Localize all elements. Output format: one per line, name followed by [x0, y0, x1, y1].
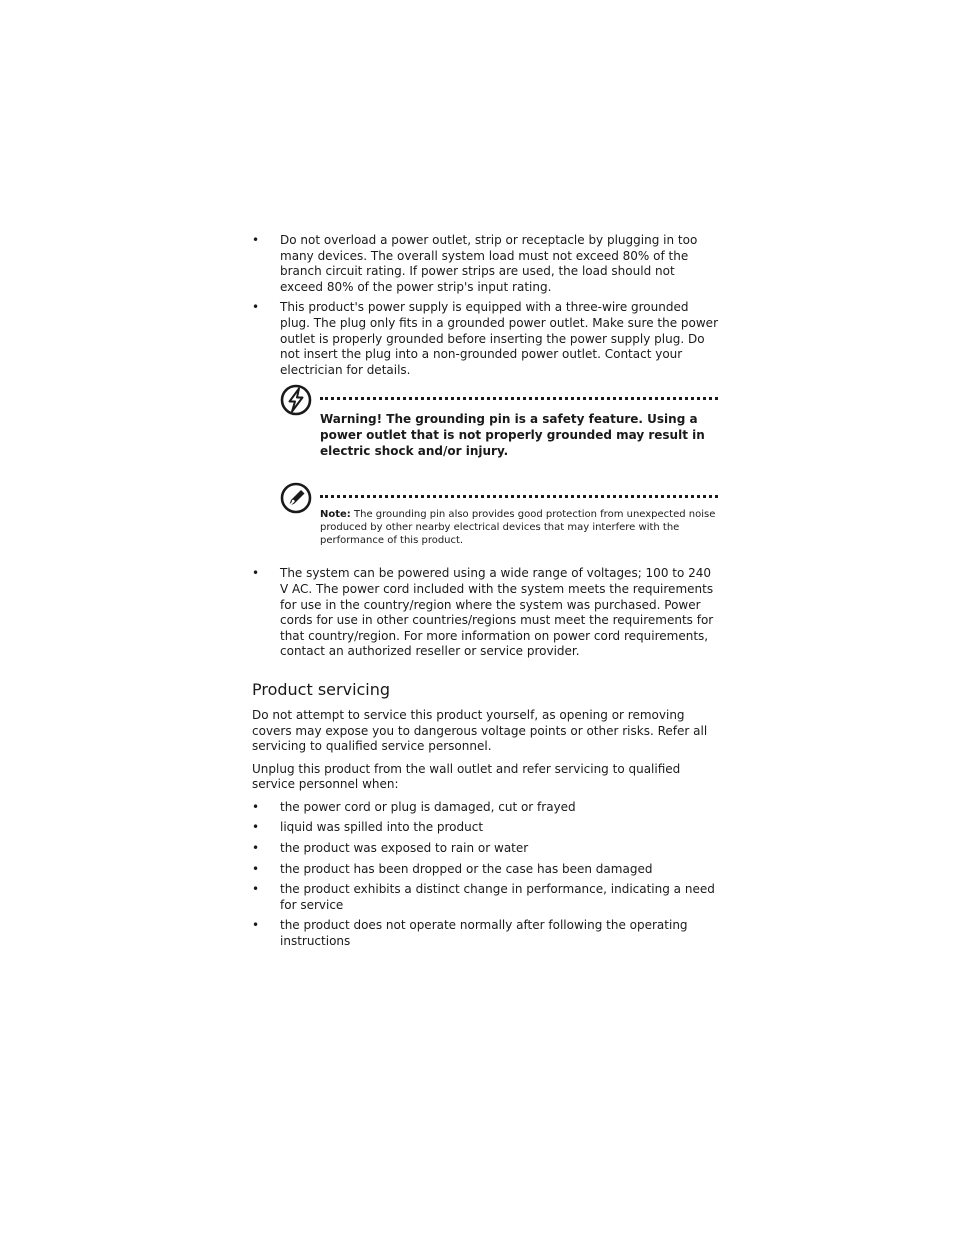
list-item — [252, 862, 718, 878]
paragraph: Do not attempt to service this product yourself, as opening or removing covers may expose you to dangerous voltage points or other risks. Refer all servicing to qualified service personnel. — [252, 707, 708, 754]
bullet-text: The system can be powered using a wide range of voltages; 100 to 240 V AC. The power cord included with the system meets the requirements for use in the country/region where the system was purchased. Power cords for use in other countries/regions must meet the requirements for that country/region. For more information on power cord requirements, contact an authorized reseller or service provider. — [280, 566, 714, 659]
warning-callout — [280, 384, 718, 476]
bullet-glyph: • — [252, 799, 260, 814]
bullet-glyph: • — [252, 882, 260, 897]
bullet-glyph: • — [252, 841, 260, 856]
bullet-text: the product exhibits a distinct change in performance, indicating a need for service — [280, 882, 715, 912]
bullet-text: the power cord or plug is damaged, cut or frayed — [280, 799, 576, 814]
note-label: Note: — [320, 509, 351, 521]
list-item — [252, 800, 718, 816]
bullet-text: Do not overload a power outlet, strip or receptacle by plugging in too many devices. The overall system load must not exceed 80% of the branch circuit rating. If power strips are used, the load should not exceed 80% of the power strip's input rating. — [280, 233, 698, 294]
warning-text: Warning! The grounding pin is a safety feature. Using a power outlet that is not properly grounded may result in electric shock and/or injury. — [320, 412, 705, 459]
voltage-bullet-list — [252, 566, 718, 660]
bullet-text: the product was exposed to rain or water — [280, 841, 529, 856]
list-item — [252, 841, 718, 857]
dotted-divider — [320, 397, 718, 400]
list-item — [252, 882, 718, 913]
note-callout — [280, 482, 718, 552]
servicing-bullet-list — [252, 800, 718, 950]
list-item — [252, 820, 718, 836]
bullet-glyph: • — [252, 566, 260, 581]
page-content — [252, 233, 718, 955]
note-text-block — [320, 482, 718, 547]
section-heading: Product servicing — [252, 679, 391, 699]
list-item — [252, 566, 718, 660]
dotted-divider — [320, 495, 718, 498]
list-item — [252, 233, 718, 295]
list-item — [252, 300, 718, 378]
lightning-warning-icon — [280, 384, 312, 416]
paragraph: Unplug this product from the wall outlet and refer servicing to qualified service personnel when: — [252, 761, 681, 792]
note-text: The grounding pin also provides good protection from unexpected noise produced by other nearby electrical devices that may interfere with the performance of this product. — [320, 509, 716, 546]
bullet-text: the product has been dropped or the case has been damaged — [280, 861, 653, 876]
list-item — [252, 918, 718, 949]
power-bullet-list — [252, 233, 718, 378]
bullet-text: liquid was spilled into the product — [280, 820, 484, 835]
bullet-glyph: • — [252, 861, 260, 876]
bullet-text: the product does not operate normally after following the operating instructions — [280, 918, 688, 949]
bullet-glyph: • — [252, 300, 260, 315]
bullet-glyph: • — [252, 918, 260, 933]
bullet-glyph: • — [252, 233, 260, 247]
bullet-glyph: • — [252, 820, 260, 835]
bullet-text: This product's power supply is equipped with a three-wire grounded plug. The plug only fits in a grounded power outlet. Make sure the power outlet is properly grounded before inserting the power supply plug. Do not insert the plug into a non-grounded power outlet. Contact your electrician for details. — [280, 300, 718, 377]
pen-note-icon — [280, 482, 312, 514]
